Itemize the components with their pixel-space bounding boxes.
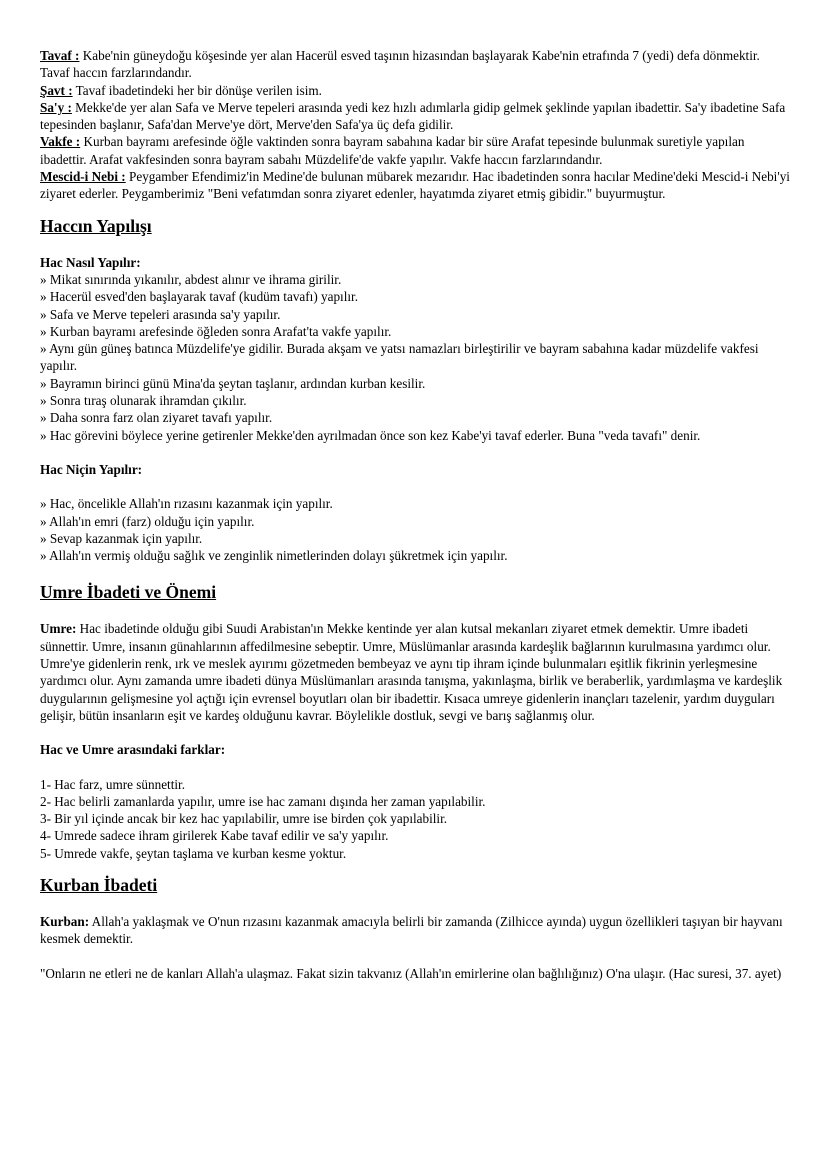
list-item: » Hac, öncelikle Allah'ın rızasını kazanmak için yapılır. (40, 496, 333, 512)
definition-savt (40, 82, 792, 99)
definition-text: Peygamber Efendimiz'in Medine'de bulunan mübarek mezarıdır. Hac ibadetinden sonra hacılar Medine'deki Mescid-i Nebi'yi ziyaret ederler. Peygamberimiz "Beni vefatımdan sonra ziyaret edenler, hayatımda ziyaret etmiş gibidir." buyurmuştur. (40, 169, 790, 202)
hac-why-list (40, 495, 792, 564)
list-item: 4- Umrede sadece ihram girilerek Kabe tavaf edilir ve sa'y yapılır. (40, 828, 389, 844)
umre-text: Hac ibadetinde olduğu gibi Suudi Arabistan'ın Mekke kentinde yer alan kutsal mekanları ziyaret etmek demektir. Umre ibadeti sünnettir. Umre, insanın günahlarının affedilmesine sebeptir. Umre, Müslümanlar arasında kardeşlik bağlarının kurulmasına yardımcı olur. Umre'ye gidenlerin renk, ırk ve meslek ayırımı gözetmeden bembeyaz ve aynı tip ihram içinde bulunmaları eşitlik fikrinin yerleşmesine yardımcı olur. Aynı zamanda umre ibadeti dünya Müslümanları arasında tanışma, yakınlaşma, birlik ve beraberlik, yardımlaşma ve kardeşlik duygularının gelişmesine yol açtığı için evrensel boyutları olan bir ibadettir. Kısaca umreye gidenlerin inançları tazelenir, yardım duyguları gelişir, bütün insanların eşit ve kardeş olduğunu kavrar. Böylelikle dostluk, sevgi ve barış sağlanmış olur. (40, 621, 783, 723)
definitions-block (40, 47, 792, 203)
list-item: » Safa ve Merve tepeleri arasında sa'y yapılır. (40, 306, 281, 322)
list-item: 3- Bir yıl içinde ancak bir kez hac yapılabilir, umre ise birden çok yapılabilir. (40, 811, 448, 827)
list-item: » Hac görevini böylece yerine getirenler Mekke'den ayrılmadan önce son kez Kabe'yi tavaf ederler. Buna "veda tavafı" denir. (40, 427, 701, 443)
hac-how-list (40, 271, 792, 444)
hac-umre-diff-list (40, 776, 792, 862)
umre-paragraph (40, 620, 792, 724)
list-item: » Mikat sınırında yıkanılır, abdest alınır ve ihrama girilir. (40, 271, 342, 287)
kurban-text: Allah'a yaklaşmak ve O'nun rızasını kazanmak amacıyla belirli bir zamanda (Zilhicce ayında) uygun özellikleri taşıyan bir hayvanı kesmek demektir. (40, 913, 783, 947)
hac-why-title: Hac Niçin Yapılır: (40, 461, 143, 477)
list-item: » Allah'ın emri (farz) olduğu için yapılır. (40, 513, 255, 529)
definition-term: Tavaf : (40, 48, 80, 63)
kurban-heading: Kurban İbadeti (40, 874, 158, 895)
definition-text: Mekke'de yer alan Safa ve Merve tepeleri arasında yedi kez hızlı adımlarla gidip gelmek şeklinde yapılan ibadettir. Sa'y ibadetine Safa tepesinden başlanır, Safa'dan Merve'ye dört, Merve'den Safa'ya üç defa gidilir. (40, 99, 786, 133)
hac-heading: Haccın Yapılışı (40, 215, 152, 236)
definition-say (40, 99, 792, 134)
definition-term: Vakfe : (40, 134, 81, 150)
document-page (40, 47, 792, 982)
list-item: » Bayramın birinci günü Mina'da şeytan taşlanır, ardından kurban kesilir. (40, 375, 426, 391)
list-item: » Aynı gün güneş batınca Müzdelife'ye gidilir. Burada akşam ve yatsı namazları birleştirilir ve bayram sabahına kadar müzdelife vakfesi yapılır. (40, 341, 759, 374)
hac-umre-diff-title: Hac ve Umre arasındaki farklar: (40, 742, 226, 758)
list-item: » Daha sonra farz olan ziyaret tavafı yapılır. (40, 410, 273, 426)
list-item: » Sevap kazanmak için yapılır. (40, 530, 203, 546)
list-item: » Kurban bayramı arefesinde öğleden sonra Arafat'ta vakfe yapılır. (40, 323, 392, 339)
definition-tavaf (40, 47, 792, 82)
definition-term: Sa'y : (40, 99, 72, 115)
umre-heading: Umre İbadeti ve Önemi (40, 582, 217, 603)
list-item: » Allah'ın vermiş olduğu sağlık ve zenginlik nimetlerinden dolayı şükretmek için yapılır. (40, 548, 508, 564)
hac-how-title: Hac Nasıl Yapılır: (40, 254, 141, 270)
kurban-term: Kurban: (40, 913, 90, 929)
kurban-quote: "Onların ne etleri ne de kanları Allah'a ulaşmaz. Fakat sizin takvanız (Allah'ın emirlerine olan bağlılığınız) O'na ulaşır. (Hac suresi, 37. ayet) (40, 965, 782, 981)
definition-mescid-i-nebi (40, 168, 792, 203)
definition-term: Mescid-i Nebi : (40, 169, 126, 185)
list-item: 1- Hac farz, umre sünnettir. (40, 776, 186, 792)
kurban-paragraph (40, 913, 792, 948)
list-item: 5- Umrede vakfe, şeytan taşlama ve kurban kesme yoktur. (40, 845, 347, 861)
list-item: 2- Hac belirli zamanlarda yapılır, umre ise hac zamanı dışında her zaman yapılabilir. (40, 793, 486, 809)
definition-text: Kurban bayramı arefesinde öğle vaktinden sonra bayram sabahına kadar bir süre Arafat tepesinde bulunmak suretiyle yapılan ibadettir. Arafat vakfesinden sonra bayram sabahı Müzdelife'de vakfe yapılır. Vakfe haccın farzlarındandır. (40, 134, 745, 167)
list-item: » Sonra tıraş olunarak ihramdan çıkılır. (40, 393, 247, 409)
definition-term: Şavt : (40, 82, 73, 98)
definition-text: Kabe'nin güneydoğu köşesinde yer alan Hacerül esved taşının hizasından başlayarak Kabe'nin etrafında 7 (yedi) defa dönmektir. Tavaf haccın farzlarındandır. (40, 48, 760, 81)
umre-term: Umre: (40, 621, 77, 637)
definition-text: Tavaf ibadetindeki her bir dönüşe verilen isim. (72, 82, 322, 98)
definition-vakfe (40, 133, 792, 168)
list-item: » Hacerül esved'den başlayarak tavaf (kudüm tavafı) yapılır. (40, 289, 359, 305)
